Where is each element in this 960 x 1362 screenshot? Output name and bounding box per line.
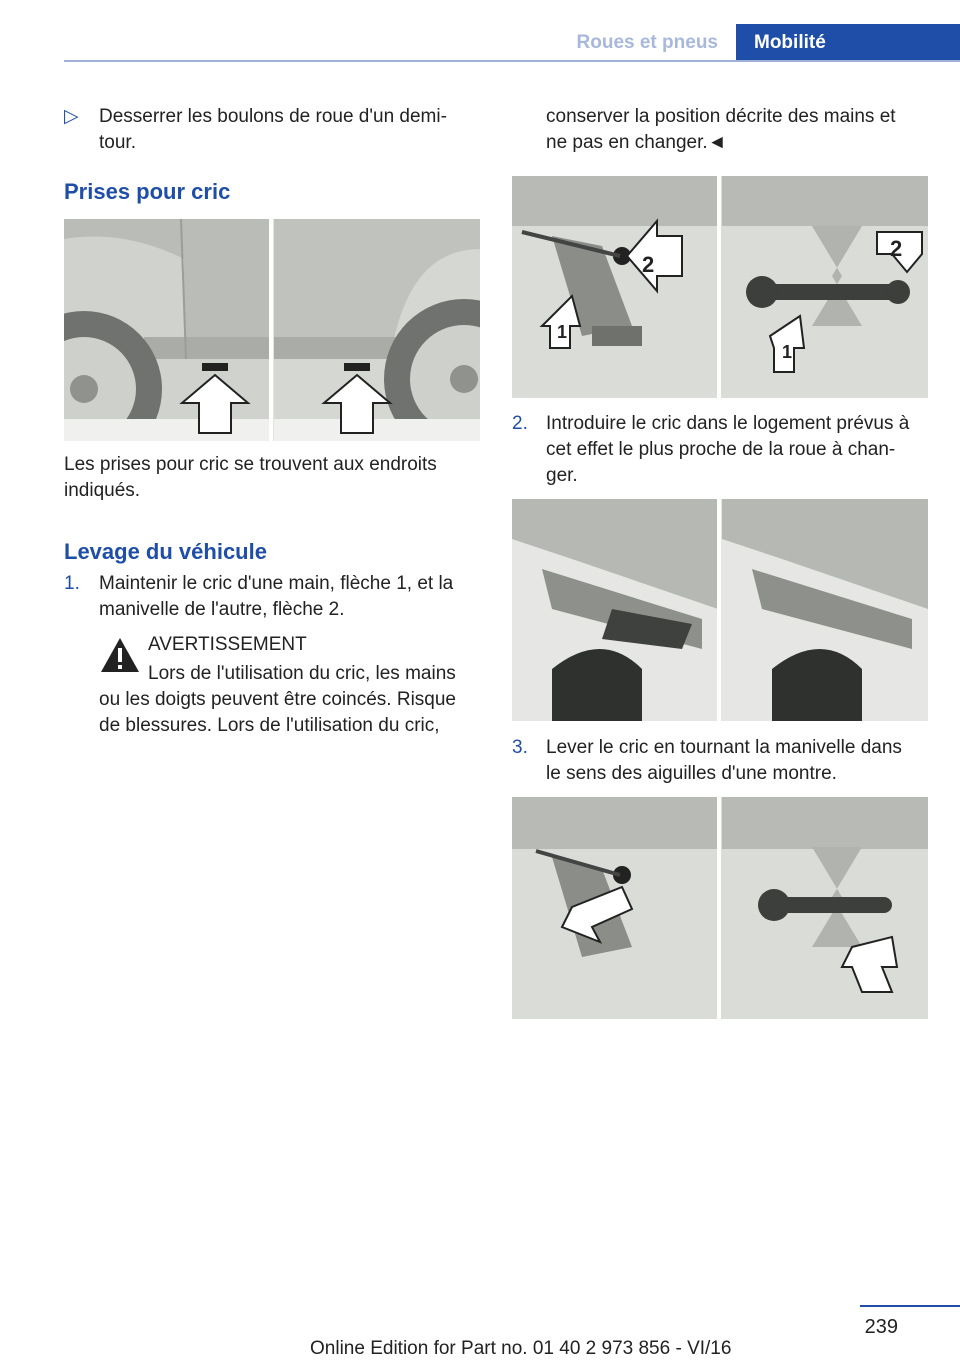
warning-text-line: de blessures. Lors de l'utilisation du cric, [99,715,440,736]
footer-rule [860,1305,960,1307]
jack-insert-figure [512,499,928,721]
caption-line: indiqués. [64,480,141,501]
warning-title: AVERTISSEMENT [148,634,307,655]
figure-label-2: 2 [890,236,903,261]
figure-label-1: 1 [782,342,793,362]
step-number: 1. [64,573,80,594]
bullet-text-line: tour. [99,132,136,153]
step-text-line: cet effet le plus proche de la roue à chan- [546,439,896,460]
header-rule [64,60,960,62]
figure-label-1: 1 [557,322,568,342]
warning-icon [99,636,141,674]
figure-label-2: 2 [642,252,655,277]
step-text-line: manivelle de l'autre, flèche 2. [99,599,345,620]
warning-text-line: Lors de l'utilisation du cric, les mains [148,663,456,684]
bullet-text-line: Desserrer les boulons de roue d'un demi- [99,106,447,127]
bullet-glyph: ▷ [64,106,79,127]
step-text-line: Maintenir le cric d'une main, flèche 1, et la [99,573,454,594]
jack-hands-figure [512,176,928,398]
jacking-points-figure [64,219,480,441]
caption-line: Les prises pour cric se trouvent aux endroits [64,454,437,475]
step-text-line: Introduire le cric dans le logement prévus à [546,413,910,434]
header-chapter-tab: Mobilité [736,24,960,62]
step-number: 2. [512,413,528,434]
header-section-title: Roues et pneus [576,32,718,53]
heading-prises-pour-cric: Prises pour cric [64,179,231,204]
continued-text-line: ne pas en changer.◄ [546,132,727,153]
step-text-line: ger. [546,465,578,486]
step-number: 3. [512,737,528,758]
step-text-line: le sens des aiguilles d'une montre. [546,763,837,784]
page-number: 239 [864,1316,898,1338]
footer-edition: Online Edition for Part no. 01 40 2 973 856 - VI/16 [310,1338,732,1359]
warning-text-line: ou les doigts peuvent être coincés. Risque [99,689,456,710]
jack-crank-figure [512,797,928,1019]
continued-text-line: conserver la position décrite des mains et [546,106,896,127]
step-text-line: Lever le cric en tournant la manivelle dans [546,737,902,758]
heading-levage-du-vehicule: Levage du véhicule [64,539,267,564]
